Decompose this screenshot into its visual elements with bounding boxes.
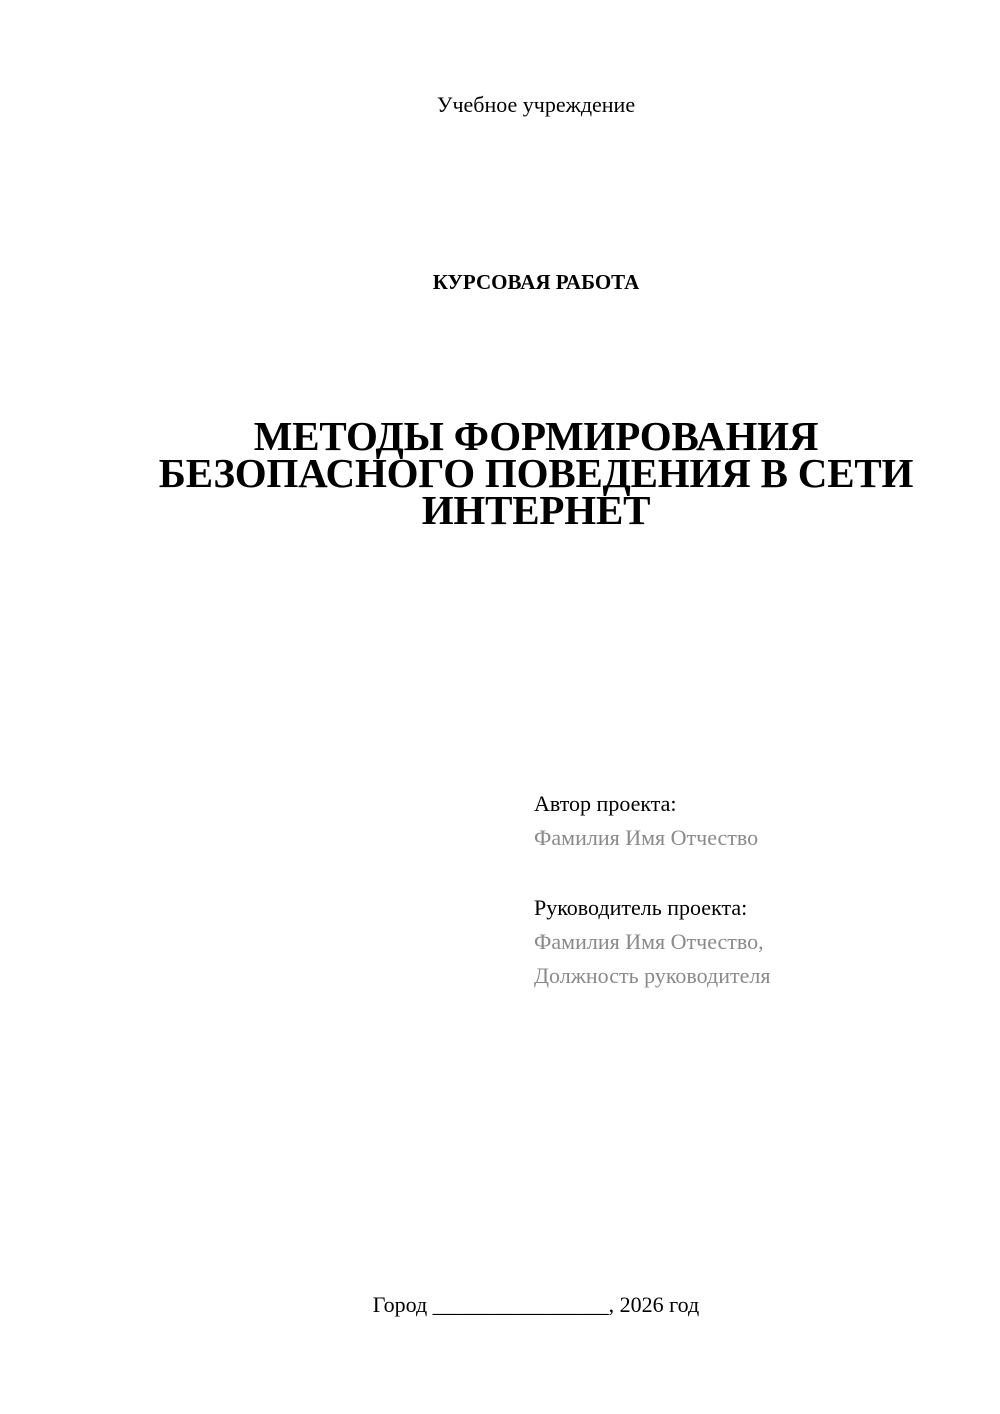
- document-title: [150, 413, 922, 533]
- title-line: МЕТОДЫ ФОРМИРОВАНИЯ: [253, 413, 819, 459]
- title-line: ИНТЕРНЕТ: [421, 487, 651, 533]
- credits-spacer: [534, 855, 974, 891]
- document-type: КУРСОВАЯ РАБОТА: [432, 270, 640, 294]
- institution-name: Учебное учреждение: [436, 92, 636, 117]
- credits-block: [534, 787, 974, 993]
- title-line: БЕЗОПАСНОГО ПОВЕДЕНИЯ В СЕТИ: [158, 450, 914, 496]
- city-year-line: Город ________________, 2026 год: [372, 1292, 700, 1317]
- author-name: Фамилия Имя Отчество: [534, 825, 759, 850]
- supervisor-position: Должность руководителя: [534, 963, 771, 988]
- supervisor-label: Руководитель проекта:: [534, 895, 748, 920]
- author-label: Автор проекта:: [534, 791, 677, 816]
- supervisor-name: Фамилия Имя Отчество,: [534, 929, 764, 954]
